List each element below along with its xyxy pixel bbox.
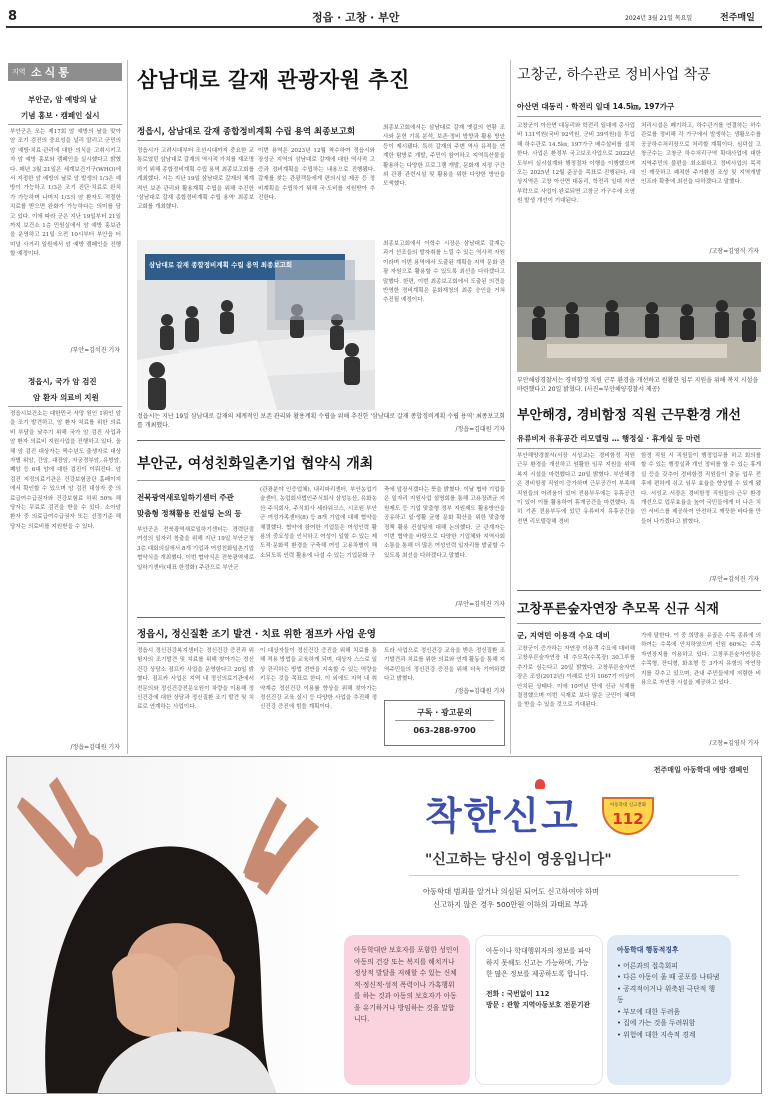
- signs-item: • 위험에 대한 지속적 경계: [617, 1030, 696, 1039]
- coast-subhead: 유류비저 유휴공간 리모델링 … 행정실 · 휴게실 등 마련: [517, 434, 701, 443]
- sewer-rule: [517, 116, 761, 117]
- forest-headline: 고창푸른숲자연장 추모목 신규 식재: [517, 602, 719, 617]
- coastguard-photo: [517, 262, 761, 372]
- badge-number: 112: [612, 810, 644, 828]
- header-page-number: 8: [8, 9, 18, 24]
- sidebar-rule-2: [8, 406, 122, 407]
- coast-col1: 부안해양경찰서(서장 서성교)는 경비함정 직원 근무 환경을 개선하고 원활한 임무 지원을 위해 복지 시설을 마련했다고 20일 밝혔다. 부안해경은 경비함정 직원이 증가하며 근무공간이 부족해 직원들의 어려움이 있어 전용부두에는 유휴공간이 있어 이를 활용하여 휴게공간을 마련했다. 특히 기존 전용부두에 있던 유류비저 유휴공간을 전면 리모델링해 경비: [517, 453, 635, 525]
- women-byline: /부안=김석진 기자: [455, 601, 505, 608]
- subscription-box: [384, 700, 505, 746]
- lead-col3: 최종보고회에서는 삼남대로 갈재 옛길의 현황 조사와 문헌 기록 분석, 보존·정비 방향과 활용 방안 등이 제시됐다. 특히 갈재의 주변 역사 유적을 연계한 탐방로 개발, 주민이 참여하고 지역특산물을 활용하는 다양한 프로그램 개발, 문화재 지정 구간 외 관광 관련시설 및 활용을 위한 다양한 방안을 모색했다.: [383, 125, 505, 188]
- lead-col2: 이번 용역은 2023년 12월 착수하여 정읍시와 장성군 지역의 삼남대로 갈재에 대한 역사적 고증과 정비계획을 수립하는 내용으로 진행됐다. 갈재를 찾는 관광객들에게 편의시설 제공 등 정비계획을 수립하기 위해 국·도비를 지원받아 추진한다.: [258, 148, 375, 202]
- sidebar-news1-sub: 기념 홍보 · 캠페인 실시: [21, 111, 100, 120]
- campaign-tagline: 전주매일 아동학대 예방 캠페인: [653, 766, 749, 774]
- subscription-title: 구독 · 광고문의: [417, 708, 472, 717]
- alarm-icon: [535, 779, 545, 789]
- lead-photo: [137, 240, 375, 410]
- header-rule: [6, 26, 762, 28]
- sidebar-rule: [8, 124, 122, 125]
- campaign-112-badge: [602, 797, 654, 835]
- sidebar-label: 지역: [12, 68, 26, 76]
- campaign-ad: [6, 756, 762, 1094]
- signs-list: [617, 961, 721, 1042]
- women-rule: [137, 480, 505, 481]
- lead-photo-caption: 정읍시는 지난 19일 삼남대로 갈재의 체계적인 보존 관리와 활용계획 수립을 위해 추진한 '삼남대로 갈재 종합정비계획 수립 용역' 최종보고회를 개최했다.: [137, 413, 505, 429]
- mental-byline: /정읍=김대원 기자: [455, 688, 505, 695]
- forest-col1: 고창군이 증가하는 자연장 이용객 수요에 대비해 고창푸른숲자연장 내 추모목(수목장) 30그루를 추가로 심는다고 20일 밝혔다. 고창푸른숲자연장은 조성(2012년) 이래로 안치 1067기 이상이 안치된 상태다. 이에 10여년 만에 신규 식재를 결정했으며 이번 식재로 보다 많은 군민이 혜택을 받을 수 있을 것으로 기대된다.: [517, 646, 635, 709]
- sewer-col1: 고창군이 아산면 대동리와 학전리 일대에 총사업비 131억원(국비 92억원, 군비 39억원)을 투입해 하수관로 14.5㎞, 197가구 배수설비를 설치한다. 사업은 환경부 국고보조사업으로 2022년도부터 실시설계와 행정절차 이행을 이행했으며 오는 2025년 12월 준공을 목표로 진행된다. 대상지역은 고창 아산면 대동리, 학전리 일대 자연부락으로 사업이 완료되면 고창군 가구수에 오염원 발생 개선이 기대된다.: [517, 123, 635, 205]
- lead-photo-banner: 삼남대로 갈재 종합정비계획 수립 용역 최종보고회: [149, 261, 293, 269]
- coastguard-photo-graphic: [517, 262, 761, 372]
- sidebar-news1-title: 부안군, 암 예방의 날: [28, 95, 97, 104]
- campaign-desc1: 아동학대 범죄를 알거나 의심된 되어도 신고하여야 하며: [423, 887, 600, 896]
- mental-col2: 이 대상자들이 정신건강 증진을 위해 치료를 통해 적용 방법을 교육하게 되며, 대상자 스스로 일상 관리하는 방법 전반을 지속할 수 있는 역량을 키우는 것을 목표로 한다. 이 외에도 지역 내 취약계층 정신건강 이용률 향상을 위해 찾아가는 정신건강 교육 실시 등 다양한 사업을 추진해 정신건강 증진에 힘쓸 계획이다.: [260, 648, 377, 711]
- sewer-subhead: 아산면 대동리 · 학전리 일대 14.5㎞, 197가구: [517, 102, 675, 111]
- campaign-logo: 착한신고: [425, 794, 580, 838]
- women-col1: 부안군은 전북광역새로일하기센터는 경력단절여성의 일자리 창출을 위해 지난 19일 부안군청 3층 대회의실에서 8개 기업과 여성친화일촌기업 협약식을 개최했다. 이번 협약식은 전북광역새로일하기센터(대표 한정화) 주관으로 부안군: [137, 527, 254, 571]
- women-col2: (관광분야 인증업체), 내리파리센터, 부안농업기술센터, 농업회사법인주식회사 삼성농산, 유화농산 주식회사, 주식회사 세라워크스, 시조원 부안군 여성가족센터(8) 등 8개 기업에 대해 협약을 체결했다. 협약에 참여한 기업들은 여성인력 활용의 중요성을 인식하고 여성이 일할 수 있는 제도적·문화적 환경을 구축해 여성 고용차별이 해소되도록 인력 활용에 나설 수 있는 기업문화 구: [260, 487, 377, 559]
- coastguard-photo-caption: [517, 376, 761, 394]
- report-visit: 방문 : 관할 지역아동보호 전문기관: [486, 1001, 591, 1009]
- sidebar-news2-body: 정읍시보건소는 대한민국 사망 원인 1위인 암을 조기 발견하고, 암 환자 치료를 위한 의료비 부담을 낮추기 위해 국가 암 검진 사업과 암 환자 의료비 지원사업을 진행하고 있다. 올해 암 검진 대상자는 짝수년도 출생자로 대상자별 위암, 간암, 대장암, 자궁경부암, 유방암, 폐암 등 6대 암에 대한 검진이 이뤄진다. 암 검진 지정의료기관은 건강보험공단 홈페이지에서 확인할 수 있으며 암 검진 대상자 중 의료급여수급권자와 건강보험료 하위 50% 해당자는 무료로 검진을 받을 수 있다. 소아암 환자 중 의료급여수급권자 또는 선정기준 해당자는 의료비를 지원받을 수 있다.: [10, 411, 121, 530]
- campaign-info-box-signs: [607, 935, 731, 1085]
- signs-item: • 다른 아동이 울 때 공포를 나타냄: [617, 973, 720, 981]
- coast-headline: 부안해경, 경비함정 직원 근무환경 개선: [517, 408, 741, 423]
- forest-rule: [517, 623, 761, 624]
- signs-item: • 부모에 대한 두려움: [617, 1007, 681, 1016]
- slogan-underline: [409, 875, 739, 876]
- sewer-byline: /고창=김영식 기자: [709, 248, 759, 255]
- main-right-divider: [510, 60, 511, 754]
- lead-col4: 최종보고회에서 이학수 시장은 삼남대로 갈재는 과거 선조들의 발자취를 느낄 수 있는 역사적 자원이라며 이번 용역에서 도출된 계획을 지역 문화 관광 자원으로 활용할 수 있도록 최선을 다하겠다고 말했다. 한편, 이번 최종보고회에서 도출된 의견을 반영한 정비계획은 문화재청의 최종 승인을 거쳐 추진될 예정이다.: [383, 241, 505, 304]
- campaign-woman-illustration: [7, 757, 347, 1094]
- women-col3: 축에 앞장서겠다는 뜻을 밝혔다. 이날 협약 기업들은 일자리 지원사업 설명회를 통해 고용장려금 지원제도 등 기업 맞춤형 정부 지원제도 활용방안을 공유하고 일·생활 균형 문화 확산을 위한 맞춤형 정책 활용 컨설팅에 대해 논의했다. 군 관계자는 이번 협약을 바탕으로 다양한 기업체와 지역사회 소통을 통해 더 많은 여성인력 일자리를 발굴할 수 있도록 최선을 다하겠다고 말했다.: [384, 487, 505, 559]
- badge-caption: 아동학대 신고전화: [609, 803, 647, 808]
- mental-rule: [137, 642, 505, 643]
- coast-rule: [517, 448, 761, 449]
- subscription-phone: 063-288-9700: [413, 726, 476, 735]
- mental-headline: 정읍시, 정신질환 조기 발견 · 치료 위한 점프카 사업 운영: [137, 629, 376, 640]
- coastguard-caption-text: 부안해양경찰서는 경비함정 직원 근무 환경을 개선하고 원활한 임무 지원을 위해 복지 시설을 마련했다고 20일 밝혔다.: [517, 377, 759, 393]
- campaign-slogan: "신고하는 당신이 영웅입니다": [425, 852, 612, 868]
- sidebar-news2-sub: 암 환자 의료비 지원: [33, 393, 99, 402]
- sidebar-news1-byline: /부안=김석진 기자: [70, 347, 120, 354]
- women-bottom-rule: [137, 617, 505, 618]
- header-paper: 전주매일: [720, 13, 755, 23]
- signs-item: • 공격적이거나 위축된 극단적 행동: [617, 984, 716, 1004]
- header-section: 정읍 · 고창 · 부안: [312, 11, 400, 24]
- signs-item: • 집에 가는 것을 두려워함: [617, 1019, 696, 1027]
- forest-subhead: 군, 지역민 이용객 수요 대비: [517, 631, 610, 640]
- lead-bottom-rule: [137, 440, 505, 441]
- sidebar-news1-body: 부안군은 오는 제17회 암 예방의 날을 맞아 암 조기 검진의 중요성을 널리 알리고 군민의 암 예방·치료·관리에 대한 의식을 고취시키고자 암 예방 홍보와 캠페인을 실시했다고 밝혔다. 매년 3월 21일은 세계보건기구(WHO)에서 지정한 암 예방의 날로 암 발생의 1/3은 예방이 가능하고 1/3은 조기 진단·치료로 완치가 가능하며 나머지 1/3의 암 환자도 적절한 치료를 받으면 완화가 가능하다는 의미를 담고 있다. 이에 따라 군은 지난 19일부터 21일까지 보건소 1층 민원실에서 암 예방 홍보관을 운영하고 21일 오전 10시부터 부안읍 터미널 사거리 일원에서 암 예방 캠페인을 진행할 예정이다.: [10, 129, 121, 258]
- forest-byline: /고창=김영식 기자: [709, 740, 759, 747]
- lead-col1: 정읍시가 고려시대부터 조선시대까지 중요한 교통로였던 삼남대로 갈재의 역사적 가치를 재조명하기 위해 종합정비계획 수립 용역 최종보고회를 개최했다. 시는 지난 19일 삼남대로 갈재의 체계적인 보존 관리와 활용계획 수립을 위해 추진한 '삼남대로 갈재 종합정비계획 수립 용역' 최종보고회를 개최했다.: [137, 148, 254, 211]
- sewer-col2: 처리시설은 폐기하고, 하수관거를 연결하는 하수관로를 정비해 각 가구에서 발생하는 생활오수를 공공하수처리장으로 처리할 계획이다. 심덕섭 고창군수는 고창군 하수처리구역 확대사업에 대한 지역주민의 불편을 최소화하고 정비사업의 목적인 깨끗하고 쾌적한 주거환경 조성 및 지역개발 인프라 확충에 최선을 다하겠다고 말했다.: [641, 123, 761, 186]
- signs-title: 아동학대 행동적징후: [617, 946, 679, 954]
- coast-byline: /부안=김석진 기자: [709, 576, 759, 583]
- signs-item: • 어른과의 접촉회피: [617, 961, 678, 970]
- women-subhead2: 맞춤형 정책활용 컨설팅 논의 등: [137, 509, 242, 518]
- campaign-desc2: 신고하지 않은 경우 500만원 이하의 과태료 부과: [433, 900, 588, 909]
- lead-headline: 삼남대로 갈재 관광자원 추진: [137, 68, 410, 92]
- sidebar-news2-title: 정읍시, 국가 암 검진: [28, 377, 97, 386]
- women-headline: 부안군, 여성친화일촌기업 협약식 개최: [137, 456, 374, 472]
- campaign-info-box-report: [475, 935, 603, 1085]
- coast-col2: 함정 직원 시 직원들이 행정업무를 하고 회의를 할 수 있는 행정실과 개인 정비를 할 수 있는 휴게실 등을 갖추어 경비함정 직원들이 출동 업무 전후에 편하게 쉬고 임무 효율을 향상할 수 있게 됐다. 서성교 서장은 경비함정 직원들의 근무 환경 개선으로 업무효율을 높여 국민들에게 더 나은 치안 서비스를 제공하여 안전하고 깨끗한 바다를 만들어 나가겠다고 밝혔다.: [641, 453, 761, 525]
- women-subhead1: 전북광역새로일하기센터 주관: [137, 493, 234, 502]
- subscription-divider: [395, 720, 494, 721]
- sewer-headline: 고창군, 하수관로 정비사업 착공: [517, 67, 711, 83]
- forest-col2: 가에 달한다. 이 중 희망용 유골은 수목 종류에 의하여는 수목에 안치하였으며 인원 60%는 수목 자연장지를 이용하고 있다. 고창푸른숲자연장은 수목형, 잔디형, 화초형 등 3가지 유형의 자연장지를 갖추고 있으며, 관내 주민들에게 저렴한 비용으로 자연장 시설을 제공하고 있다.: [641, 633, 761, 687]
- sidebar-divider: [127, 60, 128, 754]
- mental-col3: 트라 사업으로 정신건강 교육을 받은 정신질환 조기발견과 치료를 위한 의료와 연계 활동을 통해 지역주민들의 정신건강 증진을 위해 더욱 기여하겠다고 밝혔다.: [384, 648, 505, 683]
- lead-byline: /정읍=김대원 기자: [455, 426, 505, 433]
- report-phone: 전화 : 국번없이 112: [486, 989, 550, 998]
- sidebar-news2-byline: /정읍=김대원 기자: [70, 744, 120, 751]
- definition-text: 아동학대란 보호자를 포함한 성인이 아동의 건강 또는 복지를 해치거나 정상적 발달을 저해할 수 있는 신체적·정신적·성적 폭력이나 가혹행위를 하는 것과 아동의 보호자가 아동을 유기하거나 방임하는 것을 말합니다.: [354, 946, 459, 1023]
- lead-subhead: 정읍시, 삼남대로 갈재 종합정비계획 수립 용역 최종보고회: [137, 127, 356, 137]
- sidebar-title: 소식통: [31, 66, 72, 79]
- report-text: 아동이나 학대행위자의 정보를 파악하지 못해도 신고는 가능하며, 가능한 많은 정보를 제공하도록 합니다.: [486, 947, 591, 978]
- mental-col1: 정읍시 정신건강복지센터는 정신건강 증진과 위험자의 조기발견 및 치료를 위해 찾아가는 정신건강 상담소 점프카 사업을 운영한다고 20일 밝혔다. 점프카 사업은 지역 내 정신의료기관에서 전문의와 정신건강전문요원이 차량을 이용해 정신건강에 대한 상담과 정신질환 조기 발견 및 치료로 연계하는 사업이다.: [137, 648, 254, 711]
- header-date: 2024년 3월 21일 목요일: [625, 15, 693, 22]
- coast-bottom-rule: [517, 590, 761, 591]
- coastguard-caption-credit: (사진=부안해양경찰서 제공): [584, 386, 660, 393]
- campaign-info-box-definition: [344, 935, 470, 1085]
